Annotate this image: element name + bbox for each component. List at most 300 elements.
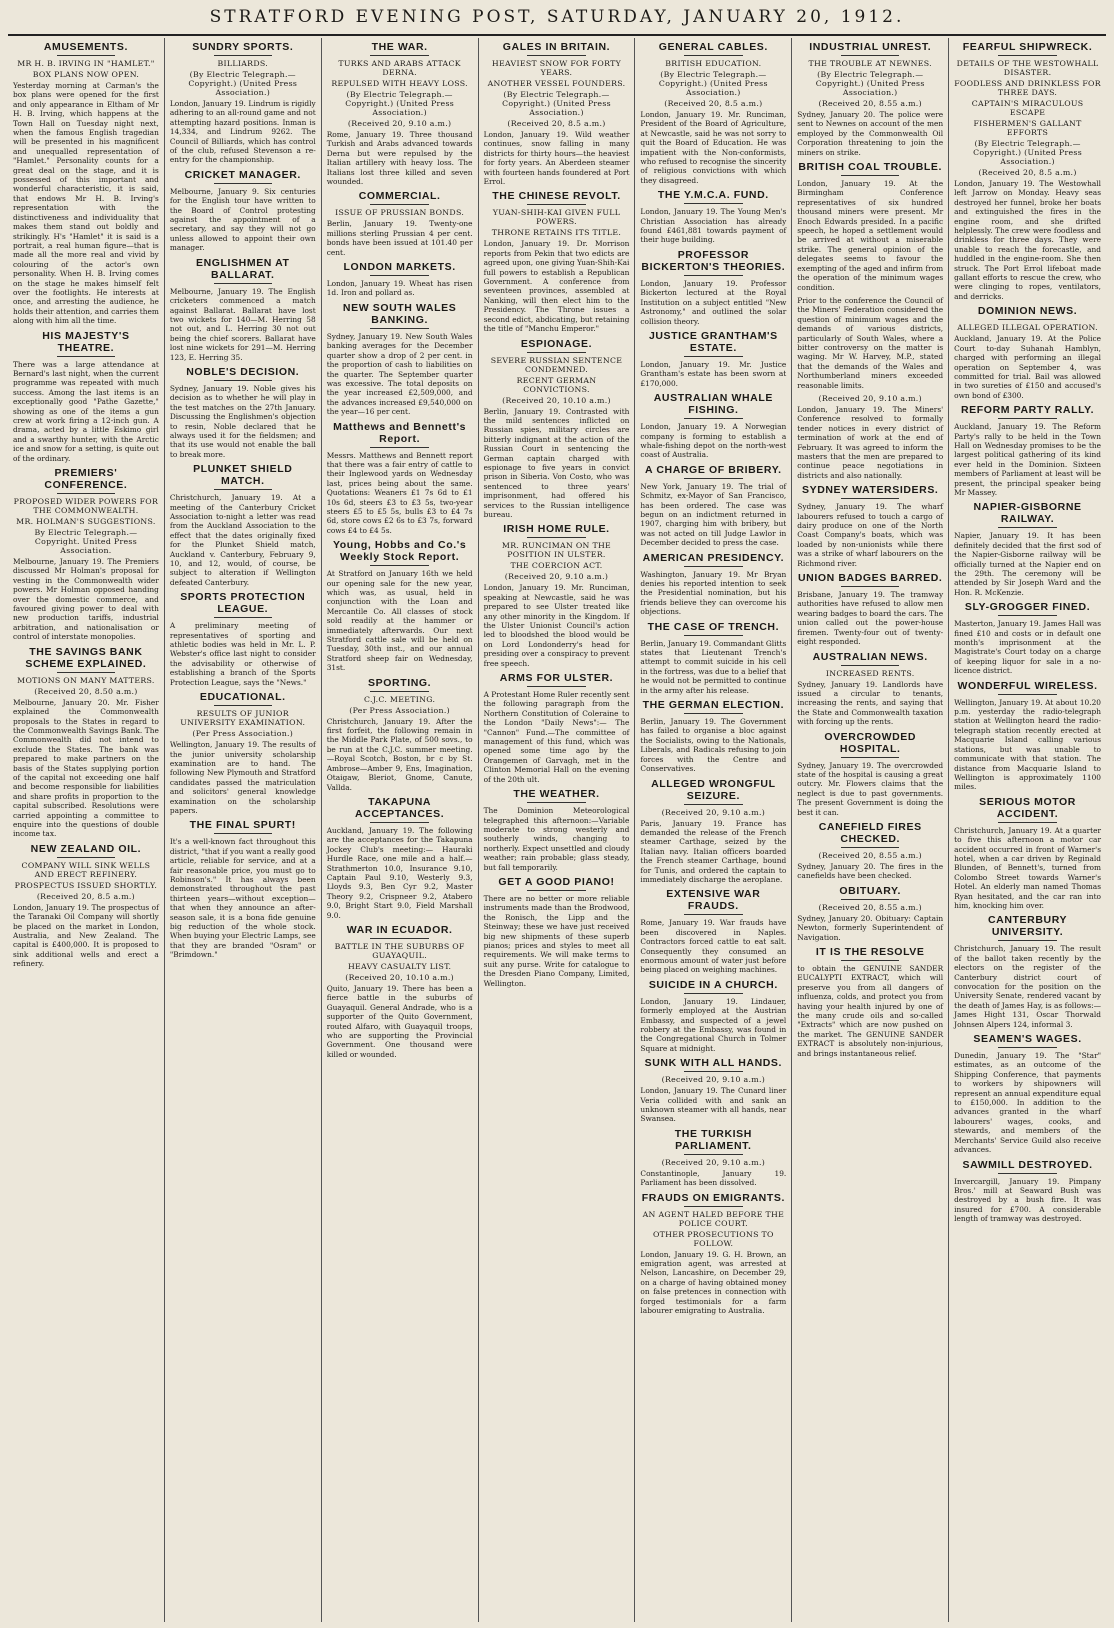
article-body: Napier, January 19. It has been definitely decided that the first sod of the Napier-Gisborne railway will be officially turned at the Napier end on the 29th. The ceremony will be attended by Sir Joseph Ward and the Hon. R. McKenzie. xyxy=(954,531,1101,597)
article-subheading: (Received 20, 8.50 a.m.) xyxy=(34,686,138,696)
article xyxy=(484,788,630,872)
heading-rule xyxy=(684,566,742,567)
article-heading: PLUNKET SHIELD MATCH. xyxy=(193,463,293,488)
article-body: Wellington, January 19. The results of the junior university scholarship examination are to hand. The following New Plymouth and Stratford candidates passed the matriculation and solicitors' general knowledge examination on the scholarship papers. xyxy=(169,740,316,815)
article-body: Dunedin, January 19. The "Star" estimates, as an outcome of the Shipping Conference, that payments to workers by shipowners will represent an annual expenditure equal to £150,000. In addition to the advances granted in the wharf labourers' wages, cooks, and stewards, and members of the Merchants' Service Guild also receive advances. xyxy=(954,1051,1101,1155)
article xyxy=(170,691,316,815)
article xyxy=(13,330,159,463)
article-heading: IRISH HOME RULE. xyxy=(503,523,610,536)
heading-rule xyxy=(841,960,899,961)
article-heading: SUNDRY SPORTS. xyxy=(192,41,294,53)
article-heading: SPORTS PROTECTION LEAGUE. xyxy=(180,591,306,616)
article-heading: GET A GOOD PIANO! xyxy=(498,875,615,888)
heading-rule xyxy=(527,686,585,687)
article xyxy=(170,169,316,253)
article-body: Sydney, January 19. The overcrowded state of the hospital is causing a great outcry. Mr. Flowers claims that the neglect is due to past governments. The present Government is doing the best it can. xyxy=(797,760,944,817)
article xyxy=(954,501,1101,597)
heading-rule xyxy=(684,55,742,56)
heading-rule xyxy=(841,586,899,587)
heading-rule xyxy=(214,55,272,56)
article xyxy=(13,467,159,642)
news-column-5 xyxy=(635,38,792,1622)
news-column-3 xyxy=(322,38,479,1622)
article-subheading: (Received 20, 8.5 a.m.) xyxy=(36,891,136,901)
article xyxy=(484,338,630,520)
article-subheading: (By Electric Telegraph.—Copyright.) (United Press Association.) xyxy=(188,70,298,97)
article-body: Rome, January 19. Three thousand Turkish and Arabs advanced towards Derna but were repulsed by the Italian artillery with heavy loss. The Italians lost three killed and seven wounded. xyxy=(326,130,473,187)
article xyxy=(954,914,1101,1029)
article-subheading: ISSUE OF PRUSSIAN BONDS. xyxy=(335,208,465,218)
article-subheading: HEAVIEST SNOW FOR FORTY YEARS. xyxy=(491,59,622,77)
article xyxy=(797,946,943,1058)
article-heading: THE WAR. xyxy=(371,41,428,53)
heading-rule xyxy=(370,565,428,566)
article-body: Masterton, January 19. James Hall was fined £10 and costs or in default one month's imprisonment at the Magistrate's Court today on a charge of keeping liquor for sale in a no-licence district. xyxy=(954,619,1101,676)
article-body: Brisbane, January 19. The tramway authorities have refused to allow men wearing badges to board the cars. The union called out the power-house firemen. Twenty-four out of twenty-eight responded. xyxy=(797,590,944,647)
article xyxy=(327,677,473,792)
heading-rule xyxy=(527,537,585,538)
article-body: Melbourne, January 19. The English cricketers commenced a match against Ballarat. Ballarat have lost two wickets for 140—M. Herring 58 not out, and L. Herring 30 not out being the chief scorers. Ballarat have lost nine wickets for 291—M. Herring 123, E. Herring 35. xyxy=(169,286,316,362)
article-heading: JUSTICE GRANTHAM'S ESTATE. xyxy=(648,329,778,354)
article-heading: SERIOUS MOTOR ACCIDENT. xyxy=(979,795,1076,820)
article-body: Wellington, January 19. At about 10.20 p.m. yesterday the radio-telegraph station at Wellington heard the radio-telegraph station recently erected at Macquarie Island calling various stations, but was unable to communicate with that station. The distance from Macquarie Island to Wellington is approximately 1100 miles. xyxy=(954,697,1101,792)
article-body: At Stratford on January 16th we held our opening sale for the new year, which was, as usual, held in conjunction with the Loan and Mercantile Co. All classes of stock sold readily at the hammer or immediately afterwards. Our next Stratford cattle sale will be held on Tuesday, 30th inst., and our annual Stratford sheep fair on Wednesday, 31st. xyxy=(326,569,473,673)
article-body: Auckland, January 19. The following are the acceptances for the Takapuna Jockey Club's meeting:— Hauraki Hurdle Race, one mile and a half.—Strathmerton 10.0, Insurance 9.10, Captain Paul 9.10, Westerly 9.3, Lloyds 9.3, Ben Cyr 9.2, Master Theory 9.2, Crispneer 9.2, Atabero 9.0, Bright Start 9.0, Field Marshall 9.0. xyxy=(326,825,473,920)
article-body: Prior to the conference the Council of the Miners' Federation considered the question of minimum wages and the demands of various districts, particularly of South Wales, where a bitter controversy on the matter is waging. Mr W. Harvey, M.P., stated that the demands of the Wales and Northumberland miners exceeded reasonable limits. xyxy=(797,295,944,390)
article-body: London, January 19. Wheat has risen 1d. Iron and pollard as. xyxy=(326,279,473,298)
heading-rule xyxy=(527,802,585,803)
news-column-1 xyxy=(8,38,165,1622)
heading-rule xyxy=(684,356,742,357)
article xyxy=(797,885,943,942)
heading-rule xyxy=(214,705,272,706)
article-heading: HIS MAJESTY'S THEATRE. xyxy=(42,329,130,354)
article xyxy=(327,302,473,417)
article-subheading: BATTLE IN THE SUBURBS OF GUAYAQUIL. xyxy=(334,941,465,960)
heading-rule xyxy=(684,478,742,479)
article-subheading: MR H. B. IRVING IN "HAMLET." xyxy=(17,59,155,68)
heading-rule xyxy=(998,822,1057,823)
article-body: London, January 19. A Norwegian company is forming to establish a whale-fishing depot on the north-west coast of Australia. xyxy=(640,422,787,460)
article-heading: THE CASE OF TRENCH. xyxy=(647,620,780,633)
article-subheading: SEVERE RUSSIAN SENTENCE CONDEMNED. xyxy=(490,355,623,374)
article-subheading: (Received 20, 10.10 a.m.) xyxy=(502,395,611,405)
article-heading: Young, Hobbs and Co.'s Weekly Stock Report. xyxy=(332,539,467,564)
article xyxy=(170,591,316,687)
heading-rule xyxy=(214,283,272,284)
article-heading: ARMS FOR ULSTER. xyxy=(499,672,614,685)
article-heading: LONDON MARKETS. xyxy=(343,261,456,274)
article-subheading: RECENT GERMAN CONVICTIONS. xyxy=(516,375,597,394)
heading-rule xyxy=(684,275,742,276)
article xyxy=(170,463,316,587)
heading-rule xyxy=(841,665,899,666)
article-heading: SAWMILL DESTROYED. xyxy=(962,1158,1093,1171)
article-heading: THE TURKISH PARLIAMENT. xyxy=(674,1127,752,1152)
article xyxy=(954,305,1101,400)
article-subheading: (Per Press Association.) xyxy=(349,705,450,715)
heading-rule xyxy=(841,498,899,499)
heading-rule xyxy=(370,822,428,823)
article xyxy=(640,699,786,773)
heading-rule xyxy=(527,352,585,353)
article-body: London, January 19. The Westowhall left Jarrow on Monday. Heavy seas destroyed her funnel, broke her boats and extinguished the fires in the engine room, and she drifted helplessly. The crew were foodless and drinkless for three days. They were unable to reach the forecastle, and huddled in the engine-room. She then struck. The Port Errol lifeboat made gallant efforts to rescue the crew, who were clinging to ropes, ventilators, and derricks. xyxy=(954,179,1101,301)
heading-rule xyxy=(214,183,272,184)
article-subheading: INCREASED RENTS. xyxy=(825,668,915,678)
article-body: Christchurch, January 19. At a quarter to five this afternoon a motor car accident occurred in front of Warner's hotel, when a car driven by Reginald Blunden, of Bennett's, turned from Colombo Street towards Warner's Hotel. An elderly man named Thomas Ryan hesitated, and the car ran into him, knocking him over. xyxy=(954,825,1101,910)
article-subheading: (Received 20, 9.10 a.m.) xyxy=(818,393,922,403)
article-body: A preliminary meeting of representatives of sporting and athletic bodies was held in Mr. L. P. Webster's office last night to consider the advisability or otherwise of establishing a branch of the Sports Protection League, says the "News." xyxy=(169,621,316,687)
article-body: Washington, January 19. Mr Bryan denies his reported intention to seek the Presidential nomination, but his friends believe they can overcome his objections. xyxy=(640,569,787,617)
article-subheading: (By Electric Telegraph.—Copyright.) (United Press Association.) xyxy=(345,90,455,117)
article-subheading: By Electric Telegraph.—Copyright. United Press Association. xyxy=(34,528,138,556)
article-subheading: MOTIONS ON MANY MATTERS. xyxy=(17,675,155,685)
article xyxy=(797,821,943,881)
article xyxy=(484,190,630,333)
heading-rule xyxy=(841,55,899,56)
article-body: Christchurch, January 19. After the first forfeit, the following remain in the Middle Park Plate, of 500 sovs., to be run at the C.J.C. summer meeting.—Royal Scotch, Boston, br c by St. Ambrose—Amber 9, Ens, Imagination, Otaigaw, Bleriot, Gnome, Canute, Vallda. xyxy=(326,716,473,792)
article-body: Sydney, January 19. Landlords have issued a circular to tenants, increasing the rents, and saying that the State and Commonwealth taxation with forcing up the rents. xyxy=(797,679,944,727)
article-heading: UNION BADGES BARRED. xyxy=(797,572,943,585)
article xyxy=(170,366,316,459)
article-heading: CRICKET MANAGER. xyxy=(184,168,301,181)
article-body: Christchurch, January 19. At a meeting of the Canterbury Cricket Association to-night a letter was read from the Auckland Association to the effect that the dates originally fixed for the Plunket Shield match, Auckland v. Canterbury, February 9, 10, and 12, would, of course, be subject to alteration if Wellington defeated Canterbury. xyxy=(169,493,316,587)
article-subheading: BRITISH EDUCATION. xyxy=(665,59,762,68)
article xyxy=(484,876,630,988)
article xyxy=(954,1033,1101,1154)
news-column-7 xyxy=(949,38,1106,1622)
article-body: London, January 19. The Miners' Conference resolved to formally tender notices in every district of termination of work at the end of February. It was agreed to inform the masters that the men are prepared to continue peace negotiations in districts and also nationally. xyxy=(797,404,944,480)
masthead-title: STRATFORD EVENING POST, SATURDAY, JANUARY 20, 1912. xyxy=(209,7,905,27)
article-heading: ESPIONAGE. xyxy=(520,337,593,350)
article xyxy=(13,843,159,969)
article-heading: SLY-GROGGER FINED. xyxy=(964,601,1091,614)
article-subheading: RESULTS OF JUNIOR UNIVERSITY EXAMINATION. xyxy=(180,709,306,728)
article-subheading: (Received 20, 9.10 a.m.) xyxy=(661,807,766,817)
article-subheading: THE COERCION ACT. xyxy=(510,561,603,571)
article xyxy=(13,41,159,326)
article-subheading: ANOTHER VESSEL FOUNDERS. xyxy=(487,79,626,88)
article-heading: A CHARGE OF BRIBERY. xyxy=(645,463,782,476)
article xyxy=(640,41,786,185)
article-subheading: (Received 20, 8.55 a.m.) xyxy=(818,99,922,108)
heading-rule xyxy=(841,899,899,900)
heading-rule xyxy=(841,757,899,758)
article-heading: NAPIER-GISBORNE RAILWAY. xyxy=(973,501,1082,526)
article-heading: GALES IN BRITAIN. xyxy=(502,41,611,53)
article-subheading: DETAILS OF THE WESTOWHALL DISASTER. xyxy=(956,59,1099,77)
article-heading: NOBLE'S DECISION. xyxy=(186,365,300,378)
article-heading: EXTENSIVE WAR FRAUDS. xyxy=(666,888,761,913)
heading-rule xyxy=(370,204,428,205)
article-heading: SUNK WITH ALL HANDS. xyxy=(644,1057,783,1070)
heading-rule xyxy=(998,319,1057,320)
article xyxy=(640,392,786,460)
article-heading: ENGLISHMEN AT BALLARAT. xyxy=(195,256,290,281)
heading-rule xyxy=(214,380,272,381)
article xyxy=(327,796,473,920)
article-subheading: COMPANY WILL SINK WELLS AND ERECT REFINERY. xyxy=(21,860,151,879)
article-subheading: C.J.C. MEETING. xyxy=(364,694,436,704)
article-heading: WAR IN ECUADOR. xyxy=(346,923,453,936)
article-subheading: (Received 20, 9.10 a.m.) xyxy=(504,572,609,582)
article-subheading: BOX PLANS NOW OPEN. xyxy=(32,70,140,79)
article-body: Invercargill, January 19. Pimpany Bros.' mill at Seaward Bush was destroyed by a bush fire. It was insured for £700. A considerable length of tramway was destroyed. xyxy=(954,1176,1101,1224)
article-subheading: FISHERMEN'S GALLANT EFFORTS xyxy=(973,119,1082,137)
article xyxy=(327,539,473,672)
article-heading: PREMIERS' CONFERENCE. xyxy=(44,467,128,492)
heading-rule xyxy=(684,203,742,204)
article-heading: ALLEGED WRONGFUL SEIZURE. xyxy=(651,777,776,802)
article xyxy=(797,484,943,568)
news-column-2 xyxy=(165,38,322,1622)
article-heading: NEW SOUTH WALES BANKING. xyxy=(342,301,457,326)
heading-rule xyxy=(370,691,428,692)
heading-rule xyxy=(841,847,899,848)
article-subheading: ALLEGED ILLEGAL OPERATION. xyxy=(957,323,1098,333)
article-body: Berlin, January 19. The Government has failed to organise a bloc against the Socialists, owing to the Nationals, Liberals, and Radicals refusing to join forces with the Centre and Conservatives. xyxy=(640,717,787,774)
article-subheading: THE TROUBLE AT NEWNES. xyxy=(808,59,932,68)
article-body: Sydney, January 20. The police were sent to Newnes on account of the men employed by the Commonwealth Oil Corporation threatening to join the miners on strike. xyxy=(797,110,944,157)
article-subheading: (Received 20, 9.10 a.m.) xyxy=(347,119,452,128)
article-body: London, January 19. The Cunard liner Veria collided with and sank an unknown steamer with all hands, near Swansea. xyxy=(640,1086,787,1124)
heading-rule xyxy=(684,1154,742,1155)
article-heading: FEARFUL SHIPWRECK. xyxy=(962,41,1093,53)
article xyxy=(797,651,943,727)
article-body: London, January 19. Lindauer, formerly employed at the Austrian Embassy, and suspected of a jewel robbery at the Embassy, was found in the Congregational Church in Tolmer Square at midnight. xyxy=(640,996,787,1053)
article-subheading: AN AGENT HALED BEFORE THE POLICE COURT. xyxy=(642,1209,785,1228)
article-body: London, January 19. Dr. Morrison reports from Pekin that two edicts are agreed upon, one giving Yuan-Shih-Kai full powers to establish a Republican Government. A conference from seventeen provinces, assembled at Nanking, will then elect him to the Presidency. The Throne issues a second edict, abdicating, but retaining the title of "Manchu Emperor." xyxy=(483,239,630,334)
article xyxy=(484,41,630,186)
article-body: London, January 19. The Young Men's Christian Association has already found £461,881 towards payment of their huge building. xyxy=(640,207,787,245)
article xyxy=(327,924,473,1059)
article xyxy=(954,601,1101,675)
article-heading: SEAMEN'S WAGES. xyxy=(973,1033,1082,1046)
heading-rule xyxy=(998,694,1057,695)
article-body: London, January 19. Professor Bickerton lectured at the Royal Institution on a subject entitled "New Astronomy," and outlined the solar collision theory. xyxy=(640,278,787,326)
heading-rule xyxy=(684,1071,742,1072)
article-heading: THE WEATHER. xyxy=(513,788,600,801)
article-body: Berlin, January 19. Commandant Glitts states that Lieutenant Trench's attempt to commit suicide in his cell in the fortress, was due to a belief that he would not be permitted to continue in the army after his release. xyxy=(640,638,787,695)
heading-rule xyxy=(998,418,1057,419)
article xyxy=(640,979,786,1053)
article xyxy=(797,572,943,646)
article-heading: SUICIDE IN A CHURCH. xyxy=(648,978,778,991)
article-body: Sydney, January 20. Obituary: Captain Newton, formerly Superintendent of Navigation. xyxy=(797,913,944,942)
article-subheading: (Received 20, 8.5 a.m.) xyxy=(664,99,763,108)
article xyxy=(640,778,786,885)
article-subheading: FOODLESS AND DRINKLESS FOR THREE DAYS. xyxy=(954,79,1101,97)
heading-rule xyxy=(684,914,742,915)
article-heading: OVERCROWDED HOSPITAL. xyxy=(824,730,917,755)
heading-rule xyxy=(370,328,428,329)
article-heading: THE Y.M.C.A. FUND. xyxy=(657,189,769,202)
article-body: Sydney, January 19. The wharf labourers refused to touch a cargo of dairy produce on one of the North Coast Company's boats, which was loaded by non-unionists while there was a strike of wharf labourers on the Richmond river. xyxy=(797,502,944,568)
article xyxy=(640,888,786,974)
article-heading: THE SAVINGS BANK SCHEME EXPLAINED. xyxy=(25,645,147,670)
heading-rule xyxy=(57,356,115,357)
article-subheading: (Received 20, 9.10 a.m.) xyxy=(661,1075,766,1085)
article-heading: AUSTRALIAN NEWS. xyxy=(812,650,928,663)
heading-rule xyxy=(57,55,115,56)
heading-rule xyxy=(684,804,742,805)
heading-rule xyxy=(57,857,115,858)
article xyxy=(484,672,630,784)
article-body: There was a large attendance at Bernard's last night, when the current programme was repeated with much success. Among the last items is an exceptionally good "Pathe Gazette," showing as one of the items a gun crew at work firing a 12-inch gun. A drama, acted by a little Eskimo girl and a swarthy hunter, with the Arctic ice and snow for a setting, is quite out of the ordinary. xyxy=(13,359,159,463)
article-subheading: (By Electric Telegraph.—Copyright.) (United Press Association.) xyxy=(973,139,1082,166)
heading-rule xyxy=(684,418,742,419)
article-heading: THE FINAL SPURT! xyxy=(189,819,296,832)
article-body: London, January 19. Mr. Justice Grantham's estate has been sworn at £170,000. xyxy=(640,359,787,388)
article-body: There are no better or more reliable instruments made than the Brodwood, the Ronisch, the Lipp and the Steinway; these we have just received big new shipments of these superb pianos; prices and styles to meet all requirements. We will make terms to suit any purse. Write for catalogue to the Dresden Piano Company, Limited, Wellington. xyxy=(483,893,630,988)
article-body: Christchurch, January 19. The result of the ballot taken recently by the electors on the register of the Canterbury district court of convocation for the position on the University Senate, rendered vacant by the death of James Hay, is as follows:—James Hight 131, Oscar Thorwald Johnsen Alpers 124, informal 3. xyxy=(954,944,1101,1029)
article-body: Paris, January 19. France has demanded the release of the French steamer Carthage, seized by the Italian navy. Italian officers boarded the French steamer Carthage, bound for Tunis, and ordered the captain to immediately discharge the aeroplane. xyxy=(640,818,787,884)
article-heading: NEW ZEALAND OIL. xyxy=(30,842,142,855)
article-body: London, January 19. G. H. Brown, an emigration agent, was arrested at Nelson, Lancashire, on December 29, on a charge of having obtained money on false pretences in connection with forged testimonials for a farm labourer emigrating to Australia. xyxy=(640,1249,787,1316)
article-body: London, January 19. Mr. Runciman, President of the Board of Agriculture, at Newcastle, said he was not sorry to quit the Board of Education. He was impatient with the Non-conformists, who refused to recognise the sincerity of religious convictions with which they disagreed. xyxy=(640,110,787,185)
article-body: to obtain the GENUINE SANDER EUCALYPTI EXTRACT, which will preserve you from all dangers of influenza, colds, and protect you from having your health injured by one of the many crude oils and so-called "Extracts" which are now pushed on the market. The GENUINE SANDER EXTRACT is absolutely non-injurious, and brings instantaneous relief. xyxy=(797,964,944,1058)
article-body: The Dominion Meteorological telegraphed this afternoon:—Variable moderate to strong westerly and southerly winds, changing to northerly. Expect unsettled and cloudy weather; rain probable; glass steady, but fall temporarily. xyxy=(483,806,630,872)
article-heading: AMERICAN PRESIDENCY. xyxy=(642,551,785,564)
article-heading: EDUCATIONAL. xyxy=(199,691,286,704)
article-body: Auckland, January 19. At the Police Court to-day Suhanah Hamblyn, charged with performing an illegal operation on September 4, was committed for trial. Bail was allowed in two sureties of £150 and accused's own bond of £300. xyxy=(954,334,1101,400)
article xyxy=(640,189,786,245)
heading-rule xyxy=(57,493,115,494)
article-subheading: (Received 20, 10.10 a.m.) xyxy=(345,972,454,982)
article-heading: CANTERBURY UNIVERSITY. xyxy=(988,914,1068,939)
article-heading: PROFESSOR BICKERTON'S THEORIES. xyxy=(641,248,786,273)
heading-rule xyxy=(998,615,1057,616)
news-columns xyxy=(8,38,1106,1622)
article xyxy=(640,1128,786,1188)
heading-rule xyxy=(527,204,585,205)
article-subheading: MR. RUNCIMAN ON THE POSITION IN ULSTER. xyxy=(501,541,612,560)
article-body: London, January 19. Lindrum is rigidly adhering to an all-round game and not attempting hazard positions. Inman is 14,334, and Lindrum 9262. The Council of Billiards, which has control of the club, refused Stevenson a re-entry for the championship. xyxy=(169,99,316,165)
heading-rule xyxy=(998,527,1057,528)
heading-rule xyxy=(998,1047,1057,1048)
article xyxy=(13,646,159,839)
article-heading: OBITUARY. xyxy=(839,884,902,897)
article-heading: INDUSTRIAL UNREST. xyxy=(809,41,932,53)
heading-rule xyxy=(998,1173,1057,1174)
article-body: Berlin, January 19. Contrasted with the mild sentences inflicted on Russian spies, military circles are bitterly indignant at the action of the Russian Court in sentencing the German captain charged with espionage to five years in convict prison in Siberia. Von Costo, who was sentenced to three years' imprisonment, had offered his services to the Russian intelligence bureau. xyxy=(483,406,630,519)
heading-rule xyxy=(841,175,899,176)
article-subheading: CAPTAIN'S MIRACULOUS ESCAPE xyxy=(971,99,1084,117)
heading-rule xyxy=(527,890,585,891)
article-subheading: (Received 20, 9.10 a.m.) xyxy=(661,1157,766,1167)
article-subheading: HEAVY CASUALTY LIST. xyxy=(347,961,452,971)
heading-rule xyxy=(527,55,585,56)
article-heading: WONDERFUL WIRELESS. xyxy=(957,679,1098,692)
article-subheading: (Received 20, 8.55 a.m.) xyxy=(818,902,922,912)
article xyxy=(170,41,316,165)
article-body: Melbourne, January 20. Mr. Fisher explained the Commonwealth proposals to the States in regard to the Commonwealth Savings Bank. The Commonwealth did not intend to exclude the States. The bank was prepared to make partners on the basis of the States supplying portion of the capital not exceeding one half and become responsible for liabilities and share profits in proportion to the capital subscribed. Resolutions were carried appointing a committee to enquire into the questions of double income tax. xyxy=(13,697,159,839)
heading-rule xyxy=(370,55,428,56)
article xyxy=(170,257,316,362)
article-subheading: YUAN-SHIH-KAI GIVEN FULL POWERS. xyxy=(492,208,621,227)
article-body: Melbourne, January 9. Six centuries for the English tour have written to the Board of Control protesting against the appointment of a secretary, and say they will not go unless allowed to appoint their own manager. xyxy=(169,186,316,253)
article-body: Melbourne, January 19. The Premiers discussed Mr Holman's proposal for vesting in the Commonwealth wider powers. Mr Holman opposed handing over the domestic commerce, and favoured giving power to deal with new production tariffs, industrial arbitration, and nationalisation or control of interstate monopolies. xyxy=(13,557,159,642)
article xyxy=(954,41,1101,301)
article-heading: Matthews and Bennett's Report. xyxy=(333,420,467,445)
article xyxy=(797,731,943,817)
article-body: London, January 19. At the Birmingham Conference representatives of six hundred thousand miners were present. Mr Enoch Edwards presided. In a pacific speech, he hoped a settlement would be arrived at without a miserable strike. The general opinion of the delegates seems to favour the exempting of the aged and infirm from the operation of the minimum wages condition. xyxy=(797,179,944,292)
article-heading: THE GERMAN ELECTION. xyxy=(642,699,785,712)
heading-rule xyxy=(998,940,1057,941)
article xyxy=(170,819,316,959)
article-body: Sydney, January 19. Noble gives his decision as to whether he will play in the test matches on the 27th January. Discussing the Englishmen's objection to resin, Noble declared that he always used it for the fieldsmen; and that its use would not enable the ball to break more. xyxy=(169,383,316,459)
article-subheading: REPULSED WITH HEAVY LOSS. xyxy=(331,79,468,88)
news-column-4 xyxy=(479,38,636,1622)
article-subheading: (By Electric Telegraph.—Copyright.) (United Press Association.) xyxy=(658,70,768,97)
article-body: Yesterday morning at Carman's the box plans were opened for the first and only appearance in Eltham of Mr H. B. Irving, which happens at the Town Hall on Tuesday night next, when the famous English tragedian will be presented in his magnificent and unequalled representation of "Hamlet." Personality counts for a great deal on the stage, and it is possessed of this important and wonderful characteristic, it is said, that endows Mr H. B. Irving's representation with the distinctiveness and individuality that makes them stand out boldly and strikingly. H's "Hamlet" it is said is a portrait, a real human figure—that is made all the more real and vivid by colouring of the actor's own personality. When H. B. Irving comes on the stage he makes himself felt over the footlights. He interests at once, and arresting the audience, he holds their attention, and carries them along with him all the time. xyxy=(13,81,159,326)
article-body: It's a well-known fact throughout this district, "that if you want a really good article, reliable for service, and at a fair reasonable price, you must go to Robinson's." It has always been demonstrated throughout the past thirteen years—without exception—that when they announce an after-season sale, it is a bona fide genuine big reduction of the whole stock. When buying your Electric Lamps, see that they are branded "Osram" or "Brimdown." xyxy=(169,837,316,960)
article xyxy=(327,261,473,298)
article xyxy=(954,404,1101,497)
article-body: A Protestant Home Ruler recently sent the following paragraph from the Northern Constitution of Coleraine to the London "Daily News":— The "Cannon" Fund.—The committee of management of this fund, which was opened some time ago by the Orangemen of Garvagh, met in the Clinton Memorial Hall on the evening of the 20th ult. xyxy=(483,690,630,784)
article xyxy=(640,464,786,548)
heading-rule xyxy=(370,938,428,939)
heading-rule xyxy=(370,447,428,448)
article xyxy=(327,421,473,536)
article-heading: REFORM PARTY RALLY. xyxy=(961,404,1095,417)
article-subheading: PROPOSED WIDER POWERS FOR THE COMMONWEALTH. xyxy=(13,497,159,516)
article xyxy=(954,796,1101,911)
article-body: Berlin, January 19. Twenty-one millions sterling Prussian 4 per cent. bonds have been issued at 101.40 per cent. xyxy=(326,219,473,257)
news-column-6 xyxy=(792,38,949,1622)
heading-rule xyxy=(684,713,742,714)
article xyxy=(327,190,473,257)
article-body: Constantinople, January 19. Parliament has been dissolved. xyxy=(640,1168,787,1188)
heading-rule xyxy=(998,55,1057,56)
article-subheading: (Per Press Association.) xyxy=(192,729,294,739)
article-body: Sydney, January 20. The fires in the canefields have been checked. xyxy=(797,861,944,881)
article xyxy=(640,330,786,388)
article-body: Sydney, January 19. New South Wales banking averages for the December quarter show a drop of 2 per cent. in the proportion of cash to liabilities on the quarter. The September quarter was excessive. The total deposits on the year increased £2,509,000, and the advances increased £9,540,000 on the year—16 per cent. xyxy=(326,331,473,417)
heading-rule xyxy=(370,275,428,276)
article-body: Quito, January 19. There has been a fierce battle in the suburbs of Guayaquil. General Andrade, who is a supporter of the Quito Government, routed Alfaro, with Guayaquil troops, who are supporting the Provincial Government. One thousand were killed or wounded. xyxy=(326,983,473,1059)
article xyxy=(484,523,630,668)
article-subheading: (Received 20, 8.55 a.m.) xyxy=(818,850,922,860)
article-heading: IT IS THE RESOLVE xyxy=(815,946,925,958)
masthead xyxy=(8,0,1106,36)
article-body: London, January 19. Mr. Runciman, speaking at Newcastle, said he was prepared to see Ulster treated like any other minority in the Kingdom. If the Ulster Unionist Council's action led to bloodshed the blood would be on Lord Londonderry's head for presiding over a conspiracy to prevent free speech. xyxy=(483,583,630,668)
heading-rule xyxy=(684,993,742,994)
article xyxy=(640,1192,786,1316)
article-body: London, January 19. Wild weather continues, snow falling in many districts for thirty hours—the heaviest for forty years. An Aberdeen steamer with fourteen hands foundered at Port Errol. xyxy=(483,130,630,187)
article-subheading: MR. HOLMAN'S SUGGESTIONS. xyxy=(16,517,156,527)
article-subheading: (By Electric Telegraph.—Copyright.) (United Press Association.) xyxy=(815,70,925,97)
article xyxy=(797,41,943,157)
article-body: Messrs. Matthews and Bennett report that there was a fair entry of cattle to their Inglewood yards on Wednesday last, prices being about the same. Quotations: Weaners £1 7s 6d to £1 10s 6d, steers £3 to £3 5s, two-year steers £5 to £5 5s, bulls £3 to £4 7s 6d, store cows £2 6s to £3 7s, forward cows £4 to £4 5s. xyxy=(326,450,473,535)
article-subheading: (Received 20, 8.5 a.m.) xyxy=(978,168,1077,177)
heading-rule xyxy=(57,672,115,673)
article xyxy=(640,249,786,326)
article xyxy=(954,680,1101,792)
article-heading: GENERAL CABLES. xyxy=(658,41,768,53)
article-subheading: (Received 20, 8.5 a.m.) xyxy=(507,119,606,128)
article-subheading: PROSPECTUS ISSUED SHORTLY. xyxy=(14,880,158,890)
article-heading: COMMERCIAL. xyxy=(358,190,441,203)
article-heading: TAKAPUNA ACCEPTANCES. xyxy=(355,795,445,820)
article-body: Auckland, January 19. The Reform Party's rally to be held in the Town Hall on Wednesday promises to be the largest political gathering of its kind ever held in the Dominion. Sixteen members of Parliament at least will be present, the principal speaker being Mr Massey. xyxy=(954,422,1101,497)
article xyxy=(640,621,786,695)
article xyxy=(797,161,943,292)
article-heading: BRITISH COAL TROUBLE. xyxy=(798,161,943,174)
article xyxy=(954,1159,1101,1224)
article-body: New York, January 19. The trial of Schmitz, ex-Mayor of San Francisco, has been ordered. The case was begun on an indictment returned in 1907, charging him with bribery, but was not acted on till Judge Lawlor in December decided to press the case. xyxy=(640,481,787,548)
article-heading: CANEFIELD FIRES CHECKED. xyxy=(818,820,922,845)
